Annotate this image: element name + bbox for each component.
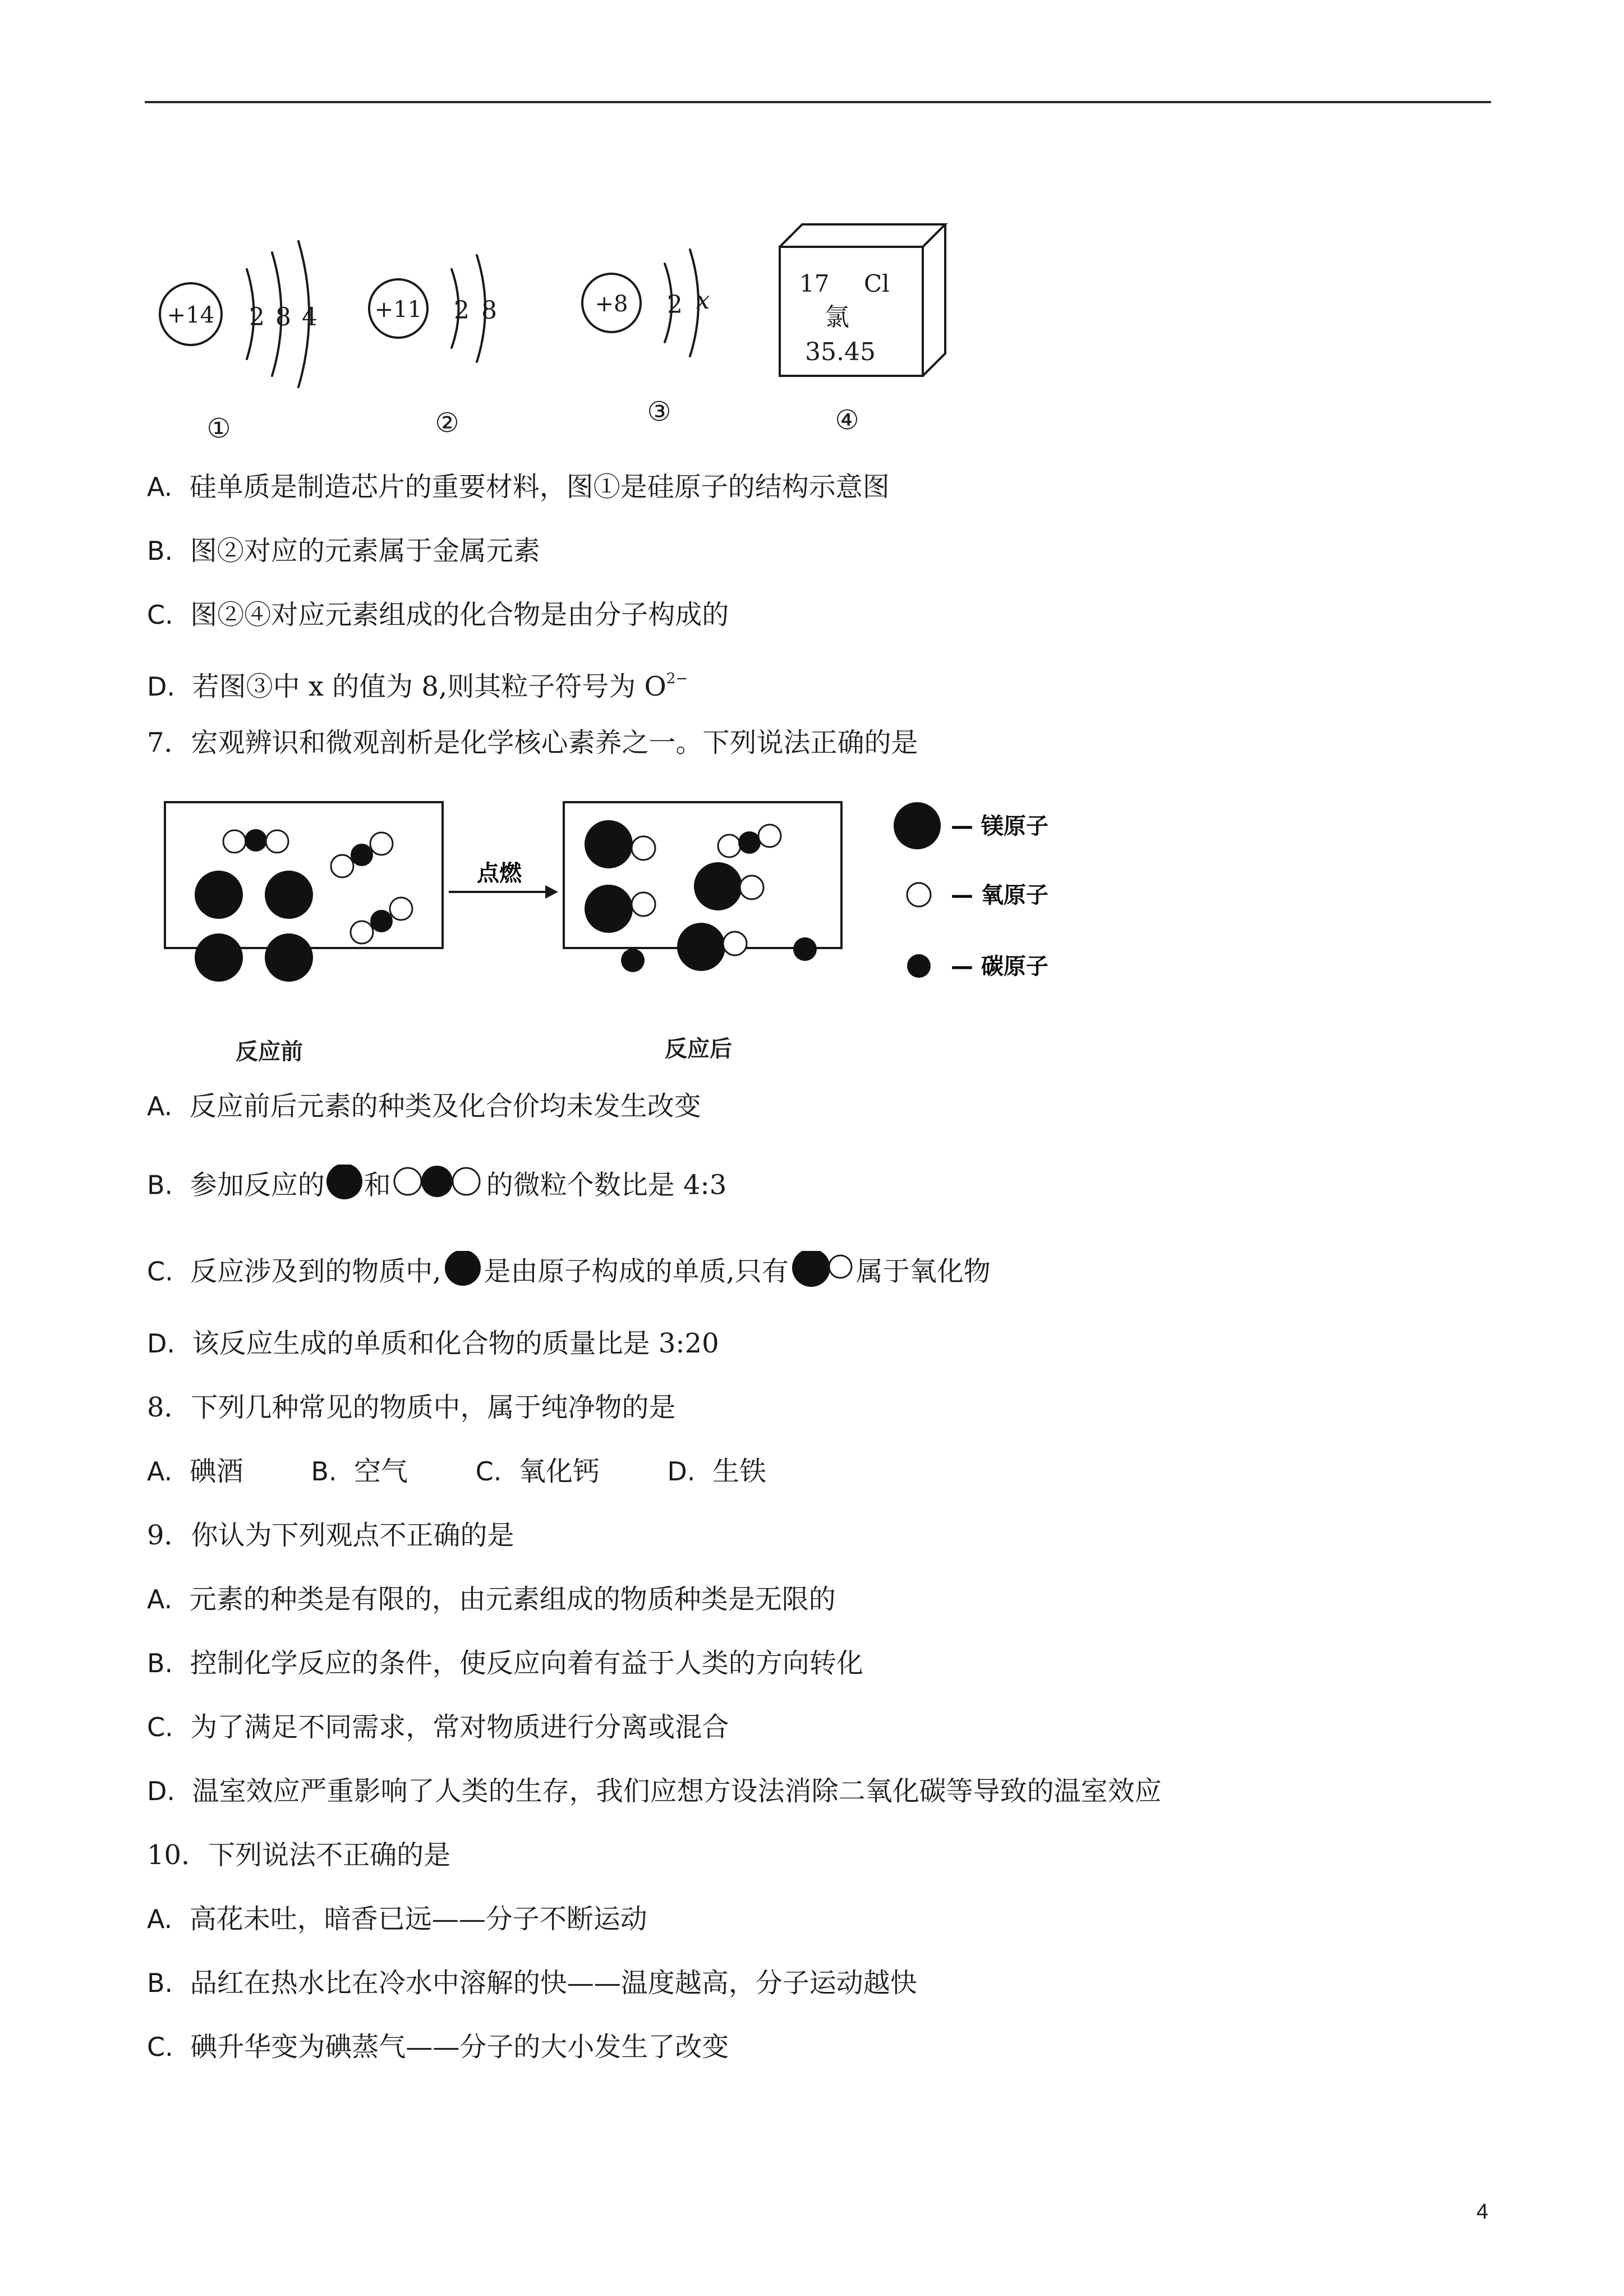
atom1-shell-3: 4 (302, 303, 318, 332)
q7-option-b (147, 1165, 726, 1209)
q6-option-b (147, 534, 540, 568)
before-mg-atom (265, 933, 313, 982)
q6-option-c (147, 598, 729, 632)
q10-stem: 10．下列说法不正确的是 (147, 1839, 451, 1871)
option-text: 温室效应严重影响了人类的生存，我们应想方设法消除二氧化碳等导致的温室效应 (192, 1775, 1162, 1807)
q6-option-a (147, 470, 890, 504)
atom1-shell-2: 8 (275, 303, 291, 332)
option-letter: A. (147, 1091, 173, 1121)
legend-c-symbol (907, 954, 931, 978)
q9-option-a (147, 1582, 836, 1616)
option-text-pre: 参加反应的 (190, 1169, 325, 1201)
option-text: 氧化钙 (518, 1456, 600, 1487)
ion-charge-superscript: 2− (666, 670, 688, 687)
option-letter: C. (475, 1456, 502, 1487)
page-number: 4 (1476, 2200, 1488, 2224)
atom1-shell-1: 2 (249, 303, 265, 332)
q8-options (147, 1455, 766, 1488)
atom3-nucleus: +8 (595, 291, 628, 317)
option-letter: A. (147, 1584, 173, 1614)
after-mg-atom (677, 923, 725, 971)
option-text-pre: 反应涉及到的物质中, (190, 1255, 441, 1287)
q10-option-b (147, 1966, 917, 2000)
option-letter: D. (147, 1328, 176, 1359)
after-o-atom (723, 932, 747, 955)
atomic-structure-figure (146, 213, 976, 449)
option-letter: B. (311, 1456, 337, 1487)
atom3-shell-1: 2 (667, 291, 683, 319)
option-letter: A. (147, 1456, 173, 1487)
mgo-molecule-icon (789, 1251, 856, 1296)
co2-molecule-icon (391, 1165, 486, 1209)
option-letter: D. (147, 671, 176, 702)
q6-option-d (147, 662, 688, 703)
before-label: 反应前 (236, 1039, 303, 1065)
legend-o-label: — 氧原子 (951, 882, 1048, 908)
option-text: 反应前后元素的种类及化合价均未发生改变 (189, 1091, 701, 1122)
atom3-shell-2: x (696, 286, 710, 315)
q9-option-c (147, 1710, 729, 1744)
q10-option-c (147, 2030, 729, 2064)
option-letter: B. (147, 1648, 173, 1678)
option-letter: C. (147, 600, 173, 630)
legend-mg-symbol (894, 802, 941, 849)
option-text: 硅单质是制造芯片的重要材料，图①是硅原子的结构示意图 (189, 471, 890, 503)
option-text-mid: 和 (364, 1169, 391, 1201)
option-text: 高花未吐，暗香已远——分子不断运动 (189, 1903, 647, 1935)
atom1-nucleus: +14 (167, 302, 215, 328)
option-text-post: 属于氧化物 (855, 1255, 991, 1287)
option-letter: A. (147, 1904, 173, 1934)
legend-c-label: — 碳原子 (951, 954, 1048, 979)
option-letter: D. (667, 1456, 696, 1487)
after-c-atom (621, 949, 645, 972)
option-text: 该反应生成的单质和化合物的质量比是 3:20 (192, 1328, 719, 1359)
option-text-post: 的微粒个数比是 4:3 (486, 1169, 727, 1201)
figure-label-4: ④ (835, 404, 859, 436)
option-letter: B. (147, 536, 173, 566)
header-rule (145, 101, 1491, 103)
atom2-shell-1: 2 (454, 296, 470, 325)
reaction-arrow (449, 885, 558, 899)
option-text: 控制化学反应的条件，使反应向着有益于人类的方向转化 (190, 1648, 863, 1679)
option-text: 元素的种类是有限的，由元素组成的物质种类是无限的 (189, 1584, 836, 1615)
option-letter: C. (147, 1712, 173, 1742)
q9-stem: 9．你认为下列观点不正确的是 (147, 1520, 514, 1551)
option-letter: A. (147, 472, 173, 502)
option-text: 品红在热水比在冷水中溶解的快——温度越高，分子运动越快 (190, 1967, 917, 1999)
option-text: 为了满足不同需求，常对物质进行分离或混合 (190, 1711, 729, 1743)
figure-label-3: ③ (647, 396, 671, 427)
legend (894, 802, 941, 907)
option-letter: D. (147, 1776, 176, 1806)
reaction-diagram-lower (163, 898, 1083, 987)
after-c-atom (793, 937, 817, 961)
q9-option-b (147, 1646, 863, 1680)
option-text: 空气 (354, 1456, 408, 1487)
q7-option-a (147, 1089, 701, 1123)
option-text-mid: 是由原子构成的单质,只有 (484, 1255, 789, 1287)
q8-stem: 8．下列几种常见的物质中，属于纯净物的是 (147, 1392, 676, 1423)
q7-option-c (147, 1251, 991, 1296)
arrow-label: 点燃 (477, 861, 522, 886)
element-card-symbol: Cl (864, 270, 890, 297)
element-card-name: 氯 (825, 303, 849, 332)
option-text: 图②④对应元素组成的化合物是由分子构成的 (190, 599, 729, 631)
q7-stem: 7．宏观辨识和微观剖析是化学核心素养之一。下列说法正确的是 (147, 727, 918, 758)
q7-option-d (147, 1327, 719, 1360)
after-label: 反应后 (665, 1036, 732, 1062)
option-letter: B. (147, 1968, 173, 1998)
option-letter: C. (147, 1256, 173, 1287)
mg-atom-icon (441, 1251, 484, 1296)
figure-label-1: ① (206, 413, 231, 444)
atom2-shell-2: 8 (481, 296, 497, 325)
option-letter: C. (147, 2032, 173, 2062)
q9-option-d (147, 1774, 1162, 1808)
option-letter: B. (147, 1170, 173, 1200)
option-text: 碘升华变为碘蒸气——分子的大小发生了改变 (190, 2031, 729, 2063)
element-card-mass: 35.45 (805, 338, 876, 366)
option-text: 图②对应的元素属于金属元素 (190, 535, 540, 567)
option-text: 碘酒 (189, 1456, 243, 1487)
element-card-number: 17 (799, 270, 830, 297)
option-text: 若图③中 x 的值为 8,则其粒子符号为 O (192, 671, 666, 702)
q10-option-a (147, 1902, 647, 1936)
before-mg-atom (195, 933, 243, 982)
figure-label-2: ② (435, 407, 459, 439)
legend-mg-label: — 镁原子 (951, 813, 1048, 839)
option-text: 生铁 (712, 1456, 766, 1487)
atom2-nucleus: +11 (374, 297, 422, 323)
mg-atom-icon (325, 1165, 364, 1209)
